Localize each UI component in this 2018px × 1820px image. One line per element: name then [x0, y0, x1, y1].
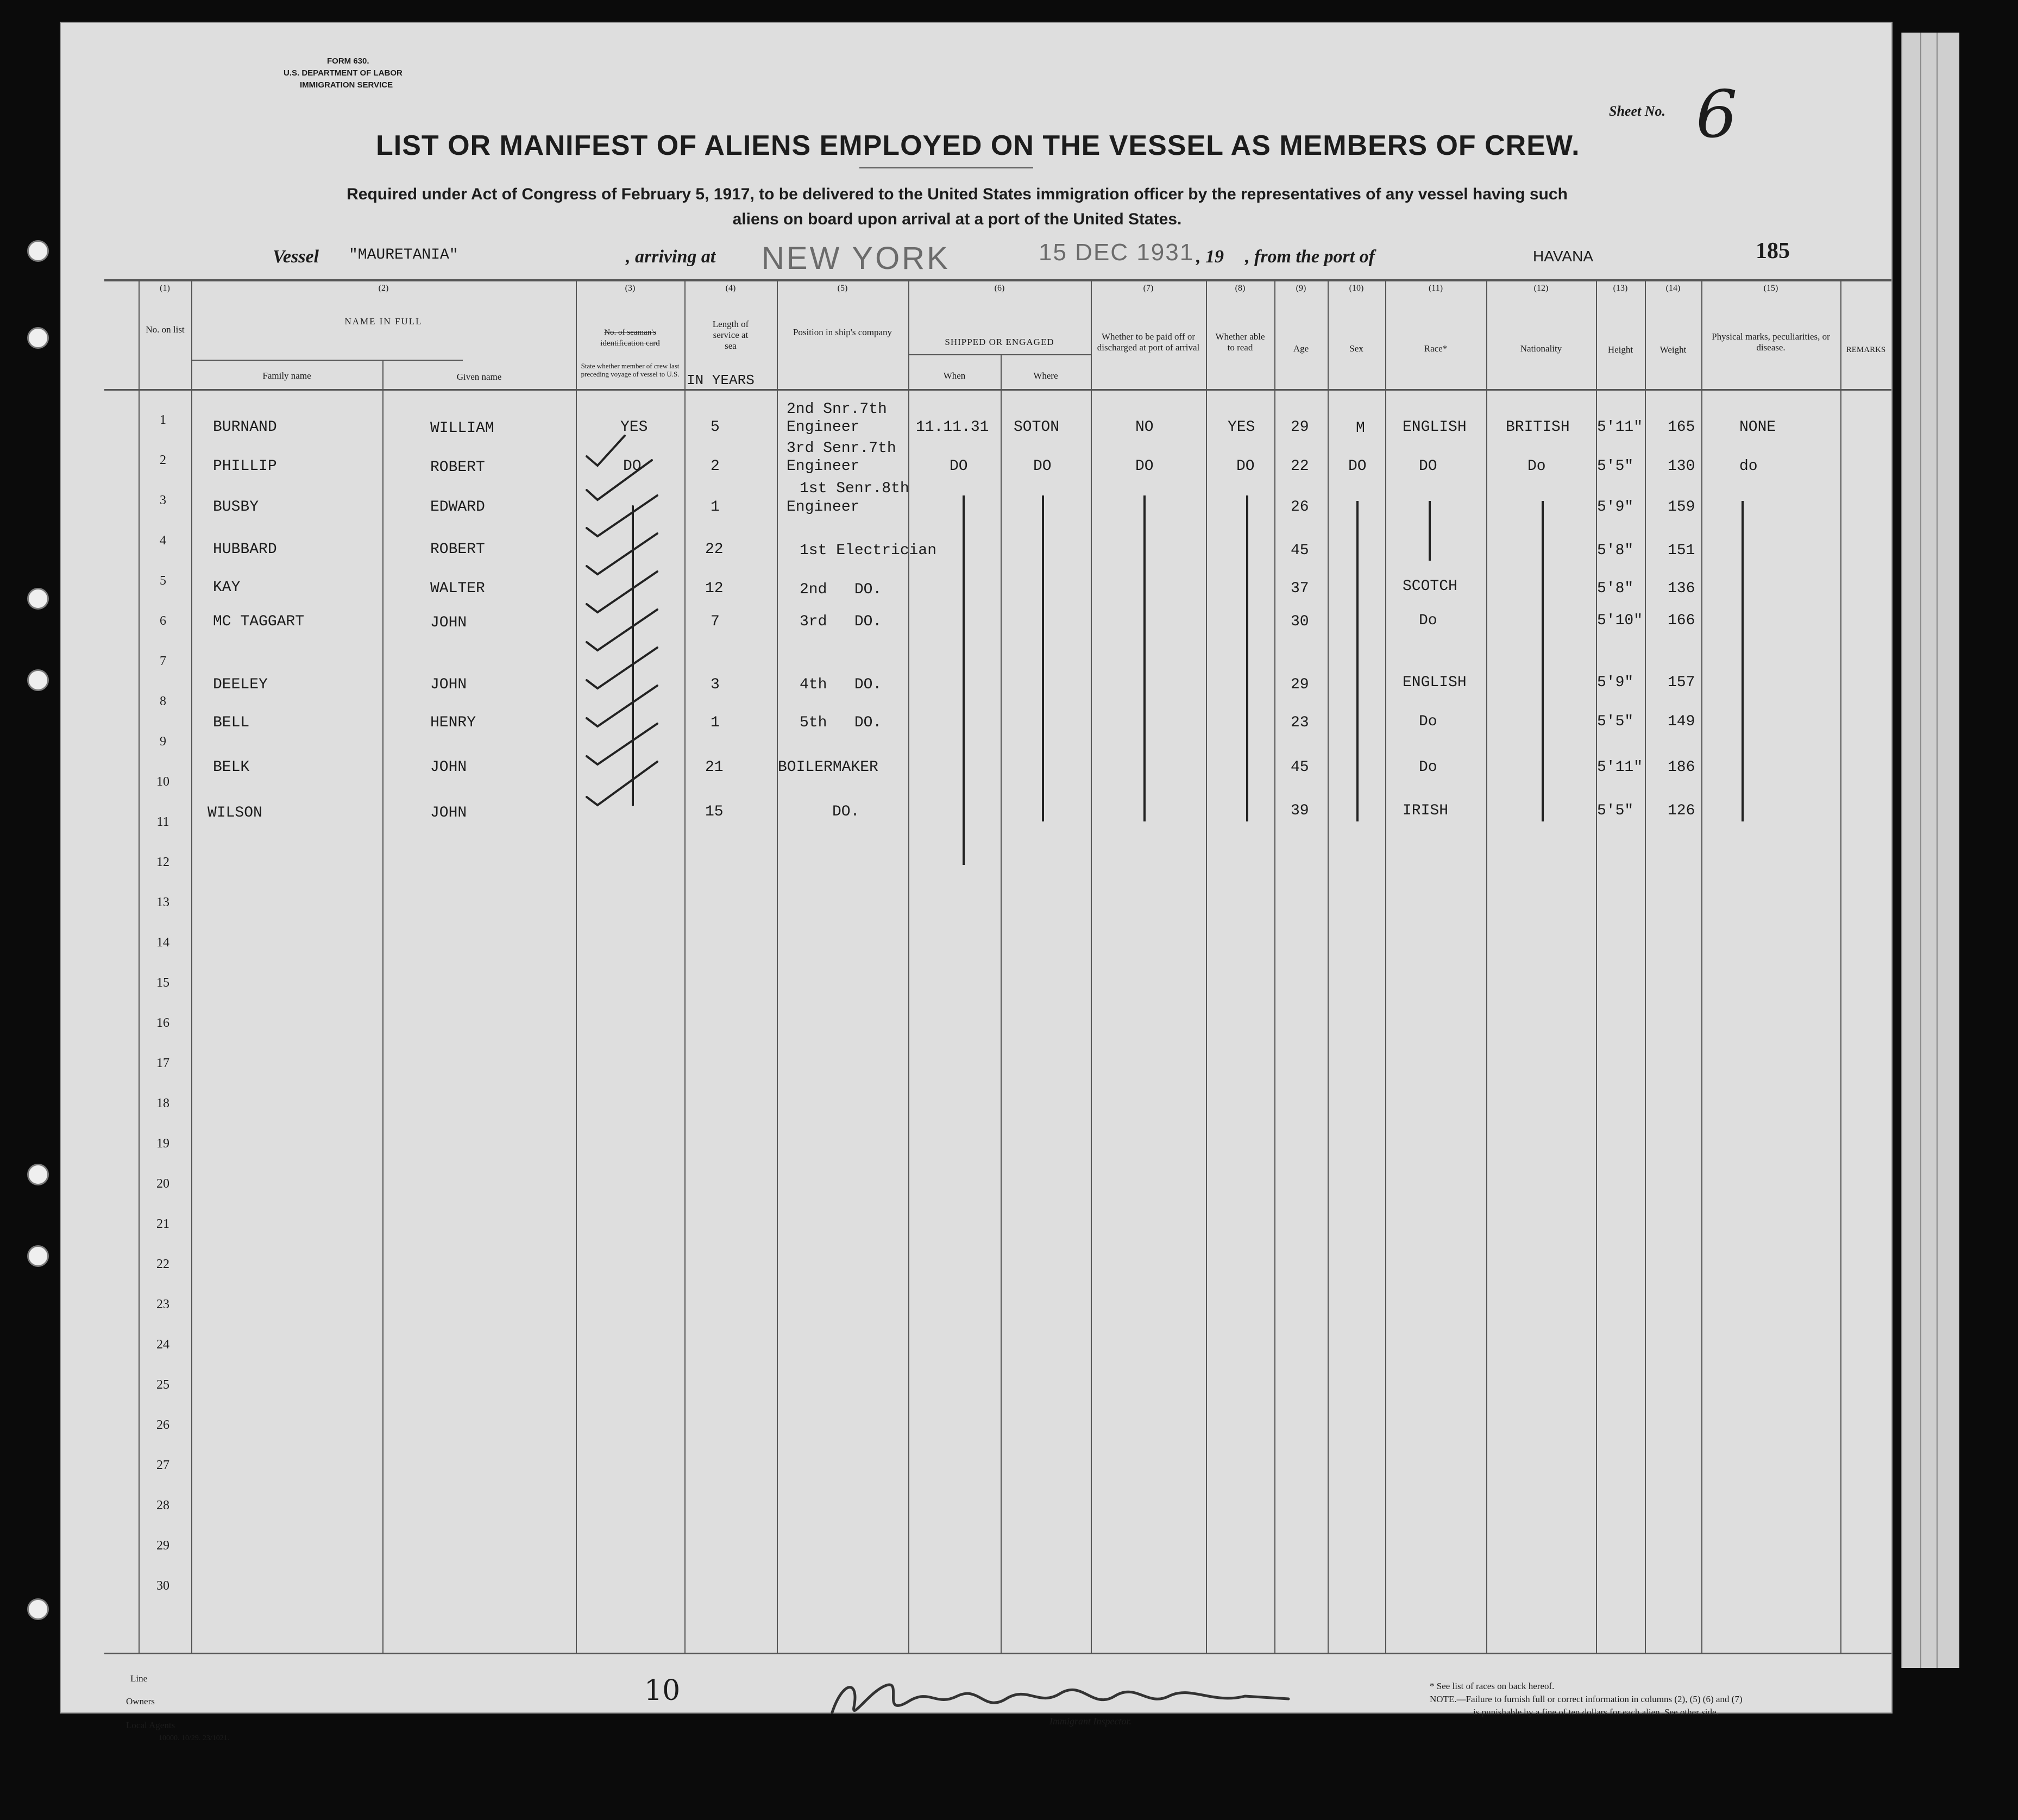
height: 5'11" — [1597, 759, 1643, 776]
line-number: 19 — [156, 1137, 169, 1151]
punch-hole — [27, 240, 49, 262]
inspector-label: Immigrant Inspector. — [1049, 1716, 1131, 1727]
subheader-rule — [191, 360, 463, 361]
line-number: 4 — [160, 534, 166, 548]
height: 5'5" — [1597, 458, 1634, 475]
column-number: (9) — [1296, 284, 1306, 293]
position: Engineer — [787, 419, 860, 436]
column-number: (5) — [837, 284, 848, 293]
position: Engineer — [787, 458, 860, 475]
header-race: Race* — [1424, 343, 1448, 354]
line-number: 26 — [156, 1418, 169, 1432]
given-name: WALTER — [430, 580, 485, 597]
ditto-line — [1042, 495, 1044, 821]
header-no-on-list: No. on list — [146, 324, 185, 335]
service-years: 12 — [705, 580, 724, 597]
subtitle-line-1: Required under Act of Congress of February 5, 1917, to be delivered to the United States immigration officer by the representatives of any vessel having such — [347, 185, 1568, 203]
column-number: (12) — [1533, 284, 1549, 293]
line-number: 11 — [156, 815, 169, 829]
age: 23 — [1291, 714, 1309, 731]
line-number: 21 — [156, 1217, 169, 1231]
column-rule — [1274, 279, 1275, 1653]
column-number: (6) — [994, 284, 1005, 293]
header-remarks: REMARKS — [1846, 346, 1886, 354]
sex: M — [1356, 420, 1365, 437]
column-number: (3) — [625, 284, 636, 293]
position: BOILERMAKER — [778, 759, 878, 776]
height: 5'5" — [1597, 802, 1634, 819]
header-previous-voyage: State whether member of crew last preceding voyage of vessel to U.S. — [581, 362, 680, 378]
paid-off: NO — [1135, 419, 1154, 436]
height: 5'9" — [1597, 499, 1634, 516]
height: 5'10" — [1597, 612, 1643, 629]
line-number: 29 — [156, 1539, 169, 1553]
header-seaman-card-struck: No. of seaman's identification card — [600, 328, 660, 348]
column-rule — [777, 279, 778, 1653]
manifest-sheet — [60, 22, 1893, 1742]
position: DO. — [832, 804, 860, 820]
column-rule — [1001, 354, 1002, 1653]
given-name: ROBERT — [430, 459, 485, 476]
header-nationality: Nationality — [1520, 343, 1562, 354]
paid-off: DO — [1135, 458, 1154, 475]
column-rule — [1645, 279, 1646, 1653]
header-where: Where — [1033, 371, 1058, 381]
able-to-read: YES — [1228, 419, 1255, 436]
age: 26 — [1291, 499, 1309, 516]
column-rule — [1840, 279, 1841, 1653]
service-years: 1 — [711, 499, 720, 516]
table-bottom-rule — [104, 1653, 1891, 1654]
subheader-rule — [908, 354, 1091, 355]
service-years: 5 — [711, 419, 720, 436]
race: Do — [1419, 759, 1437, 776]
column-rule — [1091, 279, 1092, 1653]
header-family-name: Family name — [262, 371, 311, 381]
family-name: BURNAND — [213, 419, 277, 436]
header-height: Height — [1607, 344, 1633, 355]
header-able-to-read: Whether able to read — [1215, 331, 1265, 353]
column-number: (1) — [160, 284, 170, 293]
column-number: (13) — [1613, 284, 1628, 293]
header-sex: Sex — [1349, 343, 1363, 354]
physical-marks: NONE — [1739, 419, 1776, 436]
department: U.S. DEPARTMENT OF LABOR — [284, 68, 403, 78]
line-number: 22 — [156, 1257, 169, 1271]
header-shipped-or-engaged: SHIPPED OR ENGAGED — [945, 337, 1054, 347]
year-label: , 19 — [1196, 247, 1224, 267]
line-number: 18 — [156, 1096, 169, 1110]
header-name-in-full: NAME IN FULL — [344, 316, 423, 327]
age: 45 — [1291, 542, 1309, 559]
header-position: Position in ship's company — [793, 327, 892, 337]
race: DO — [1419, 458, 1437, 475]
position: 5th DO. — [800, 714, 882, 731]
given-name: JOHN — [430, 759, 467, 776]
line-number: 13 — [156, 895, 169, 909]
column-number: (11) — [1428, 284, 1443, 293]
position: 3rd DO. — [800, 613, 882, 630]
age: 37 — [1291, 580, 1309, 597]
line-number: 9 — [160, 735, 166, 749]
age: 39 — [1291, 802, 1309, 819]
page-edge — [1937, 33, 1959, 1668]
table-top-rule — [104, 279, 1891, 281]
line-number: 14 — [156, 936, 169, 950]
header-in-years: IN YEARS — [687, 372, 755, 388]
height: 5'9" — [1597, 674, 1634, 691]
ditto-line — [1143, 495, 1146, 821]
family-name: BELK — [213, 759, 250, 776]
column-rule — [191, 279, 192, 1653]
family-name: BELL — [213, 714, 250, 731]
penalty-note-cont: is punishable by a fine of ten dollars for each alien. See other side. — [1473, 1707, 1719, 1717]
line-number: 30 — [156, 1579, 169, 1593]
family-name: MC TAGGART — [213, 613, 305, 630]
column-number: (14) — [1665, 284, 1681, 293]
line-number: 25 — [156, 1378, 169, 1392]
column-rule — [1596, 279, 1597, 1653]
header-physical-marks: Physical marks, peculiarities, or disease. — [1712, 331, 1830, 353]
height: 5'8" — [1597, 580, 1634, 597]
vessel-name: "MAURETANIA" — [349, 247, 458, 263]
given-name: WILLIAM — [430, 420, 494, 437]
form-number: FORM 630. — [327, 57, 369, 66]
race: Do — [1419, 713, 1437, 730]
table-header-rule — [104, 389, 1891, 391]
service-years: 1 — [711, 714, 720, 731]
column-rule — [1328, 279, 1329, 1653]
sex: DO — [1348, 458, 1367, 475]
previous-voyage: DO — [623, 458, 642, 475]
nationality: BRITISH — [1506, 419, 1570, 436]
weight: 166 — [1668, 612, 1695, 629]
column-number: (10) — [1349, 284, 1364, 293]
arriving-label: , arriving at — [626, 247, 716, 267]
line-number: 5 — [160, 574, 166, 588]
line-number: 28 — [156, 1498, 169, 1513]
from-port: HAVANA — [1533, 248, 1593, 265]
title-underline — [859, 167, 1033, 168]
document-title: LIST OR MANIFEST OF ALIENS EMPLOYED ON THE VESSEL AS MEMBERS OF CREW. — [376, 130, 1580, 161]
height: 5'11" — [1597, 419, 1643, 436]
race: ENGLISH — [1403, 419, 1467, 436]
weight: 126 — [1668, 802, 1695, 819]
position: 1st Electrician — [800, 542, 937, 559]
ditto-line — [1742, 501, 1744, 821]
reference-number: 185 — [1756, 239, 1790, 263]
weight: 151 — [1668, 542, 1695, 559]
weight: 130 — [1668, 458, 1695, 475]
age: 30 — [1291, 613, 1309, 630]
punch-hole — [27, 588, 49, 610]
family-name: DEELEY — [213, 676, 268, 693]
physical-marks: do — [1739, 458, 1758, 475]
line-number: 17 — [156, 1056, 169, 1070]
service-years: 22 — [705, 541, 724, 558]
column-number: (7) — [1143, 284, 1154, 293]
given-name: ROBERT — [430, 541, 485, 558]
nationality: Do — [1527, 458, 1546, 475]
position: 2nd Snr.7th — [787, 401, 887, 418]
position: 2nd DO. — [800, 581, 882, 598]
footer-owners-label: Owners — [126, 1696, 155, 1706]
line-number: 10 — [156, 775, 169, 789]
punch-hole — [27, 669, 49, 691]
line-number: 1 — [160, 413, 166, 427]
line-number: 23 — [156, 1297, 169, 1311]
family-name: WILSON — [208, 805, 262, 821]
footer-agents-label: Local Agents — [126, 1720, 175, 1730]
height: 5'5" — [1597, 713, 1634, 730]
family-name: BUSBY — [213, 499, 259, 516]
column-rule — [139, 279, 140, 1653]
age: 45 — [1291, 759, 1309, 776]
line-number: 8 — [160, 694, 166, 708]
service-years: 15 — [705, 804, 724, 820]
ditto-line — [1429, 501, 1431, 561]
header-when: When — [943, 371, 966, 381]
position: 4th DO. — [800, 676, 882, 693]
column-rule — [1701, 279, 1702, 1653]
given-name: JOHN — [430, 614, 467, 631]
given-name: EDWARD — [430, 499, 485, 516]
vessel-label: Vessel — [273, 247, 319, 267]
ditto-line — [963, 495, 965, 865]
line-number: 2 — [160, 453, 166, 467]
header-paid-off: Whether to be paid off or discharged at port of arrival — [1097, 331, 1200, 353]
column-number: (8) — [1235, 284, 1246, 293]
column-rule — [1486, 279, 1487, 1653]
race: IRISH — [1403, 802, 1449, 819]
column-number: (4) — [725, 284, 736, 293]
position: 1st Senr.8th — [800, 480, 909, 497]
arriving-port-stamp: NEW YORK — [762, 241, 950, 276]
subtitle-line-2: aliens on board upon arrival at a port of the United States. — [732, 210, 1182, 228]
family-name: PHILLIP — [213, 458, 277, 475]
column-rule — [1206, 279, 1207, 1653]
service-years: 21 — [705, 759, 724, 776]
line-number: 3 — [160, 493, 166, 507]
height: 5'8" — [1597, 542, 1634, 559]
given-name: JOHN — [430, 805, 467, 821]
line-number: 27 — [156, 1458, 169, 1472]
column-number: (15) — [1763, 284, 1778, 293]
from-port-label: , from the port of — [1245, 247, 1375, 267]
engaged-where: SOTON — [1014, 419, 1060, 436]
header-weight: Weight — [1659, 344, 1687, 355]
line-number: 12 — [156, 855, 169, 869]
punch-hole — [27, 1598, 49, 1620]
race: ENGLISH — [1403, 674, 1467, 691]
weight: 136 — [1668, 580, 1695, 597]
header-length-of-service: Length of service at sea — [712, 319, 749, 351]
line-number: 24 — [156, 1338, 169, 1352]
date-stamp: 15 DEC 1931 — [1039, 239, 1195, 266]
race: SCOTCH — [1403, 578, 1457, 595]
line-number: 16 — [156, 1016, 169, 1030]
age: 29 — [1291, 419, 1309, 436]
given-name: HENRY — [430, 714, 476, 731]
weight: 157 — [1668, 674, 1695, 691]
penalty-note: NOTE.—Failure to furnish full or correct information in columns (2), (5) (6) and (7) — [1430, 1694, 1743, 1704]
ditto-line — [1246, 495, 1248, 821]
family-name: KAY — [213, 579, 241, 596]
punch-hole — [27, 1164, 49, 1185]
service-years: 3 — [711, 676, 720, 693]
column-rule — [1385, 279, 1386, 1653]
line-number: 7 — [160, 654, 166, 668]
line-number: 15 — [156, 976, 169, 990]
family-name: HUBBARD — [213, 541, 277, 558]
footer-line-label: Line — [130, 1673, 148, 1684]
age: 22 — [1291, 458, 1309, 475]
total-count: 10 — [644, 1674, 681, 1707]
service: IMMIGRATION SERVICE — [300, 80, 393, 90]
weight: 186 — [1668, 759, 1695, 776]
column-rule — [382, 360, 384, 1653]
engaged-when: 11.11.31 — [916, 419, 989, 436]
given-name: JOHN — [430, 676, 467, 693]
position: 3rd Senr.7th — [787, 440, 896, 457]
races-note: * See list of races on back hereof. — [1430, 1681, 1555, 1691]
punch-hole — [27, 327, 49, 349]
header-age: Age — [1293, 343, 1309, 354]
previous-voyage: YES — [620, 419, 648, 436]
age: 29 — [1291, 676, 1309, 693]
ditto-line — [1542, 501, 1544, 821]
engaged-where: DO — [1033, 458, 1052, 475]
footer-print-code: 10000. 10/29. 23/1021. — [159, 1734, 230, 1742]
sheet-label: Sheet No. — [1609, 103, 1665, 119]
column-number: (2) — [378, 284, 389, 293]
line-number: 6 — [160, 614, 166, 628]
sheet-number: 6 — [1696, 77, 1738, 153]
weight: 165 — [1668, 419, 1695, 436]
line-number: 20 — [156, 1177, 169, 1191]
header-given-name: Given name — [456, 372, 502, 382]
service-years: 2 — [711, 458, 720, 475]
position: Engineer — [787, 499, 860, 516]
weight: 149 — [1668, 713, 1695, 730]
punch-hole — [27, 1245, 49, 1267]
service-years: 7 — [711, 613, 720, 630]
race: Do — [1419, 612, 1437, 629]
able-to-read: DO — [1236, 458, 1255, 475]
weight: 159 — [1668, 499, 1695, 516]
engaged-when: DO — [950, 458, 968, 475]
ditto-line — [1356, 501, 1359, 821]
